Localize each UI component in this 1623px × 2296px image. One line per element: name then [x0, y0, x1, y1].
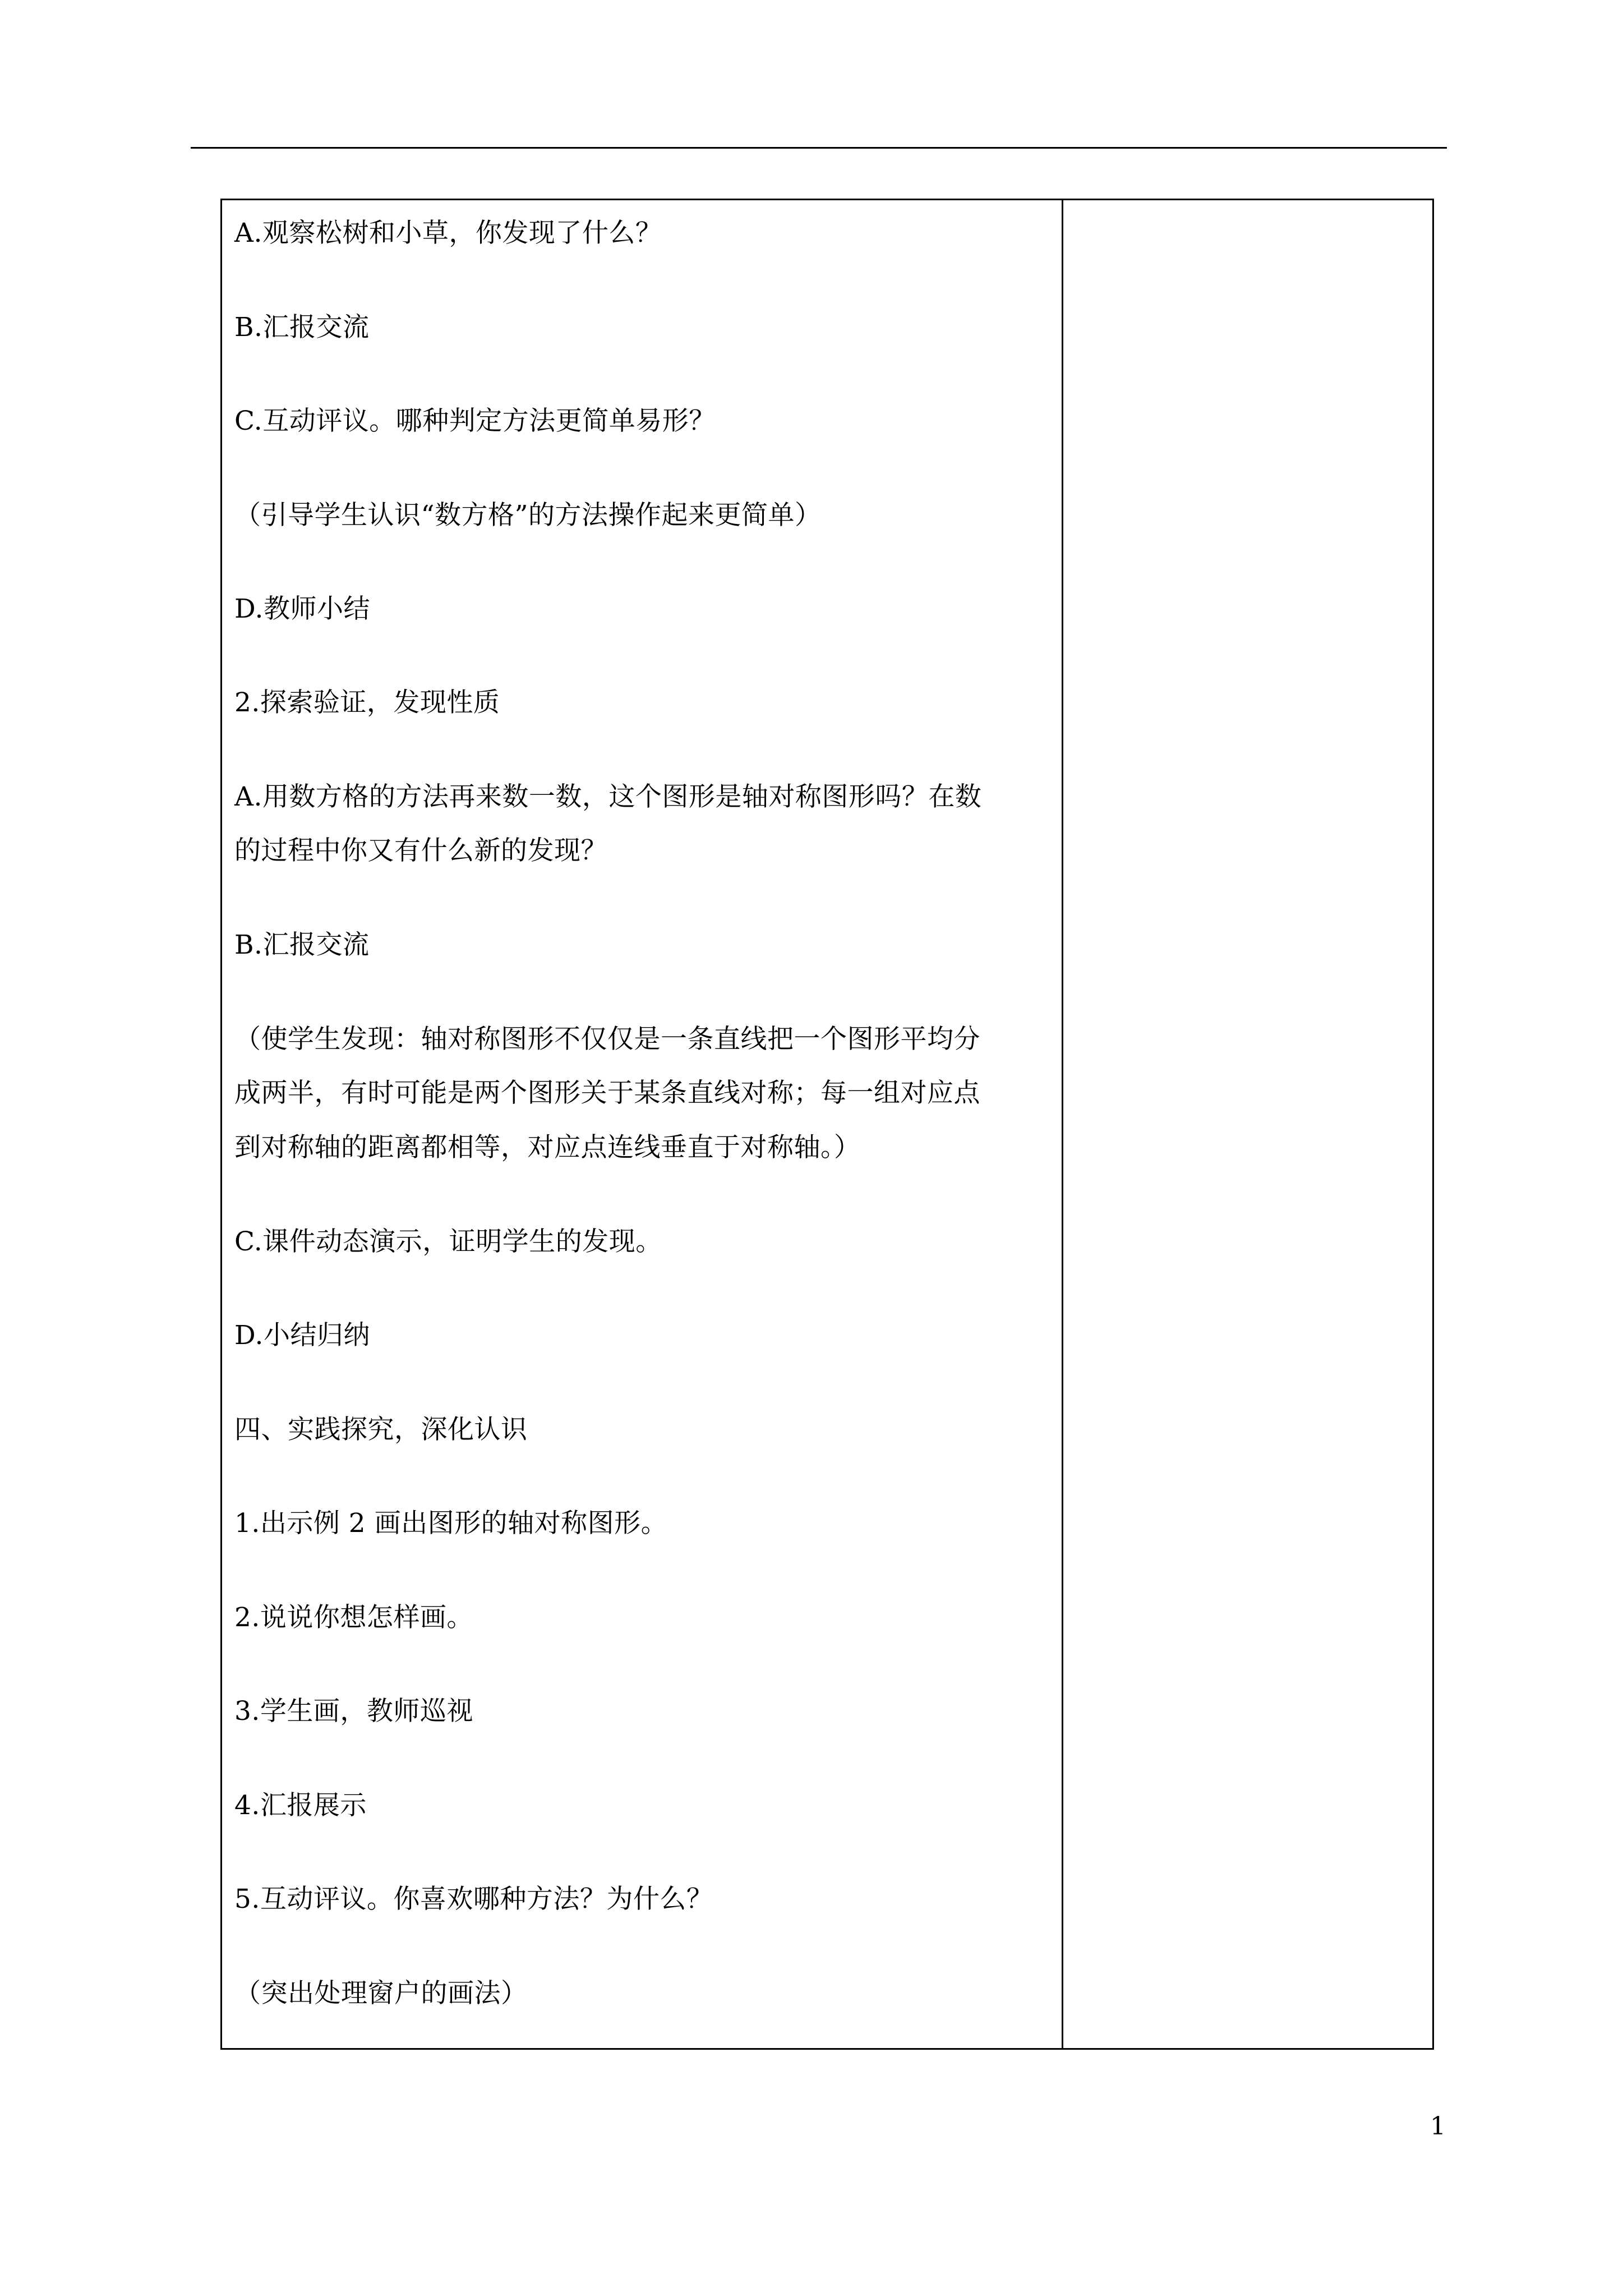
text-line: （使学生发现：轴对称图形不仅仅是一条直线把一个图形平均分 — [234, 1024, 980, 1055]
text-line: （突出处理窗户的画法） — [234, 1978, 528, 2009]
text-line: C.互动评议。哪种判定方法更简单易形？ — [234, 406, 716, 436]
text-line: 4.汇报展示 — [234, 1790, 367, 1821]
lesson-steps-cell — [222, 200, 1063, 2048]
text-line: A.用数方格的方法再来数一数，这个图形是轴对称图形吗？在数 — [234, 781, 982, 812]
text-line: D.小结归纳 — [234, 1320, 370, 1351]
notes-cell — [1063, 200, 1432, 2048]
text-line: A.观察松树和小草，你发现了什么？ — [234, 218, 662, 249]
text-line: 5.互动评议。你喜欢哪种方法？为什么？ — [234, 1884, 713, 1915]
text-line: 的过程中你又有什么新的发现？ — [234, 835, 607, 866]
text-line: 2.说说你想怎样画。 — [234, 1602, 473, 1633]
text-line: B.汇报交流 — [234, 312, 370, 343]
page-number: 1 — [1430, 2112, 1446, 2141]
lesson-table — [220, 199, 1434, 2050]
text-line: B.汇报交流 — [234, 930, 370, 960]
text-line: 四、实践探究，深化认识 — [234, 1414, 528, 1445]
text-line: D.教师小结 — [234, 593, 370, 624]
text-line: 成两半，有时可能是两个图形关于某条直线对称；每一组对应点 — [234, 1078, 980, 1108]
text-line: 到对称轴的距离都相等，对应点连线垂直于对称轴。） — [234, 1132, 861, 1163]
text-line: （引导学生认识“数方格”的方法操作起来更简单） — [234, 500, 822, 531]
text-line: 2.探索验证，发现性质 — [234, 687, 500, 718]
header-rule — [191, 147, 1447, 149]
text-line: C.课件动态演示，证明学生的发现。 — [234, 1226, 662, 1257]
text-line: 1.出示例 2 画出图形的轴对称图形。 — [234, 1508, 668, 1539]
text-line: 3.学生画，教师巡视 — [234, 1696, 473, 1727]
